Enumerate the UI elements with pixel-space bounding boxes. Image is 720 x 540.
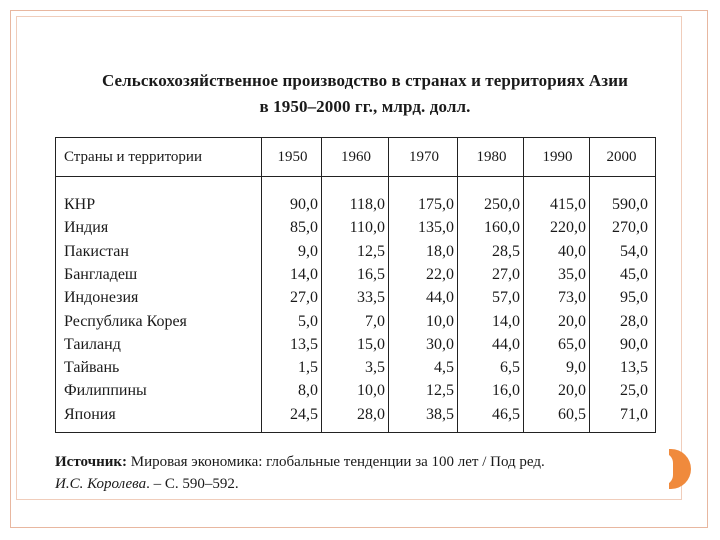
table-cell-value: 25,0 xyxy=(620,382,648,399)
country-name: Республика Корея xyxy=(64,313,187,330)
table-cell-value: 57,0 xyxy=(492,289,520,306)
table-cell-value: 10,0 xyxy=(357,382,385,399)
source-editor: И.С. Королева xyxy=(55,476,147,492)
table-cell-value: 3,5 xyxy=(365,359,385,376)
table-cell-value: 71,0 xyxy=(620,406,648,423)
header-year: 1980 xyxy=(476,149,507,165)
table-cell-value: 33,5 xyxy=(357,289,385,306)
header-year: 1950 xyxy=(277,149,308,165)
table-cell-value: 85,0 xyxy=(290,219,318,236)
table-cell-value: 90,0 xyxy=(290,196,318,213)
table-cell-value: 40,0 xyxy=(558,243,586,260)
country-name: Япония xyxy=(64,406,116,423)
table-cell-value: 12,5 xyxy=(357,243,385,260)
country-name: Пакистан xyxy=(64,243,129,260)
table-cell-value: 16,5 xyxy=(357,266,385,283)
table-cell-value: 45,0 xyxy=(620,266,648,283)
country-name: Бангладеш xyxy=(64,266,138,283)
table-cell-value: 160,0 xyxy=(484,219,520,236)
header-year: 1990 xyxy=(542,149,573,165)
table-cell-value: 60,5 xyxy=(558,406,586,423)
table-cell-value: 5,0 xyxy=(298,313,318,330)
table-cell-value: 28,0 xyxy=(620,313,648,330)
table-cell-value: 24,5 xyxy=(290,406,318,423)
country-name: КНР xyxy=(64,196,96,213)
table-cell-value: 9,0 xyxy=(566,359,586,376)
table-cell-value: 1,5 xyxy=(298,359,318,376)
source-pages: . – С. 590–592. xyxy=(146,476,239,492)
table-cell-value: 35,0 xyxy=(558,266,586,283)
table-cell-value: 13,5 xyxy=(290,336,318,353)
table-cell-value: 44,0 xyxy=(426,289,454,306)
table-title-line-1: Сельскохозяйственное производство в странах и территориях Азии xyxy=(101,71,629,90)
table-cell-value: 20,0 xyxy=(558,313,586,330)
table-cell-value: 8,0 xyxy=(298,382,318,399)
table-cell-value: 20,0 xyxy=(558,382,586,399)
table-cell-value: 27,0 xyxy=(492,266,520,283)
country-name: Индонезия xyxy=(64,289,139,306)
table-cell-value: 14,0 xyxy=(290,266,318,283)
table-cell-value: 590,0 xyxy=(612,196,648,213)
table-cell-value: 15,0 xyxy=(357,336,385,353)
header-divider xyxy=(56,176,655,177)
table-title-line-2: в 1950–2000 гг., млрд. долл. xyxy=(259,97,471,116)
country-name: Тайвань xyxy=(64,359,120,376)
table-cell-value: 118,0 xyxy=(349,196,385,213)
table-cell-value: 135,0 xyxy=(418,219,454,236)
table-cell-value: 54,0 xyxy=(620,243,648,260)
table-cell-value: 95,0 xyxy=(620,289,648,306)
table-cell-value: 220,0 xyxy=(550,219,586,236)
header-countries: Страны и территории xyxy=(64,149,202,165)
table-cell-value: 7,0 xyxy=(365,313,385,330)
table-cell-value: 44,0 xyxy=(492,336,520,353)
source-label: Источник: xyxy=(55,454,127,470)
country-name: Таиланд xyxy=(64,336,121,353)
table-title xyxy=(60,68,670,120)
table-cell-value: 110,0 xyxy=(349,219,385,236)
table-cell-value: 28,0 xyxy=(357,406,385,423)
table-cell-value: 27,0 xyxy=(290,289,318,306)
table-cell-value: 6,5 xyxy=(500,359,520,376)
table-cell-value: 16,0 xyxy=(492,382,520,399)
table-cell-value: 415,0 xyxy=(550,196,586,213)
table-cell-value: 46,5 xyxy=(492,406,520,423)
source-note xyxy=(55,451,660,495)
header-year: 2000 xyxy=(606,149,637,165)
table-cell-value: 65,0 xyxy=(558,336,586,353)
table-cell-value: 9,0 xyxy=(298,243,318,260)
header-year: 1960 xyxy=(341,149,371,165)
header-year: 1970 xyxy=(409,149,439,165)
country-name: Филиппины xyxy=(64,382,147,399)
table-cell-value: 250,0 xyxy=(484,196,520,213)
table-cell-value: 4,5 xyxy=(434,359,454,376)
table-cell-value: 22,0 xyxy=(426,266,454,283)
table-cell-value: 175,0 xyxy=(418,196,454,213)
table-cell-value: 90,0 xyxy=(620,336,648,353)
table-cell-value: 30,0 xyxy=(426,336,454,353)
country-name: Индия xyxy=(64,219,109,236)
data-table xyxy=(55,137,656,433)
table-cell-value: 18,0 xyxy=(426,243,454,260)
table-cell-value: 10,0 xyxy=(426,313,454,330)
source-text: Мировая экономика: глобальные тенденции за 100 лет / Под ред. xyxy=(127,454,545,470)
table-cell-value: 12,5 xyxy=(426,382,454,399)
table-cell-value: 73,0 xyxy=(558,289,586,306)
table-cell-value: 270,0 xyxy=(612,219,648,236)
table-cell-value: 38,5 xyxy=(426,406,454,423)
table-cell-value: 13,5 xyxy=(620,359,648,376)
table-cell-value: 28,5 xyxy=(492,243,520,260)
table-cell-value: 14,0 xyxy=(492,313,520,330)
